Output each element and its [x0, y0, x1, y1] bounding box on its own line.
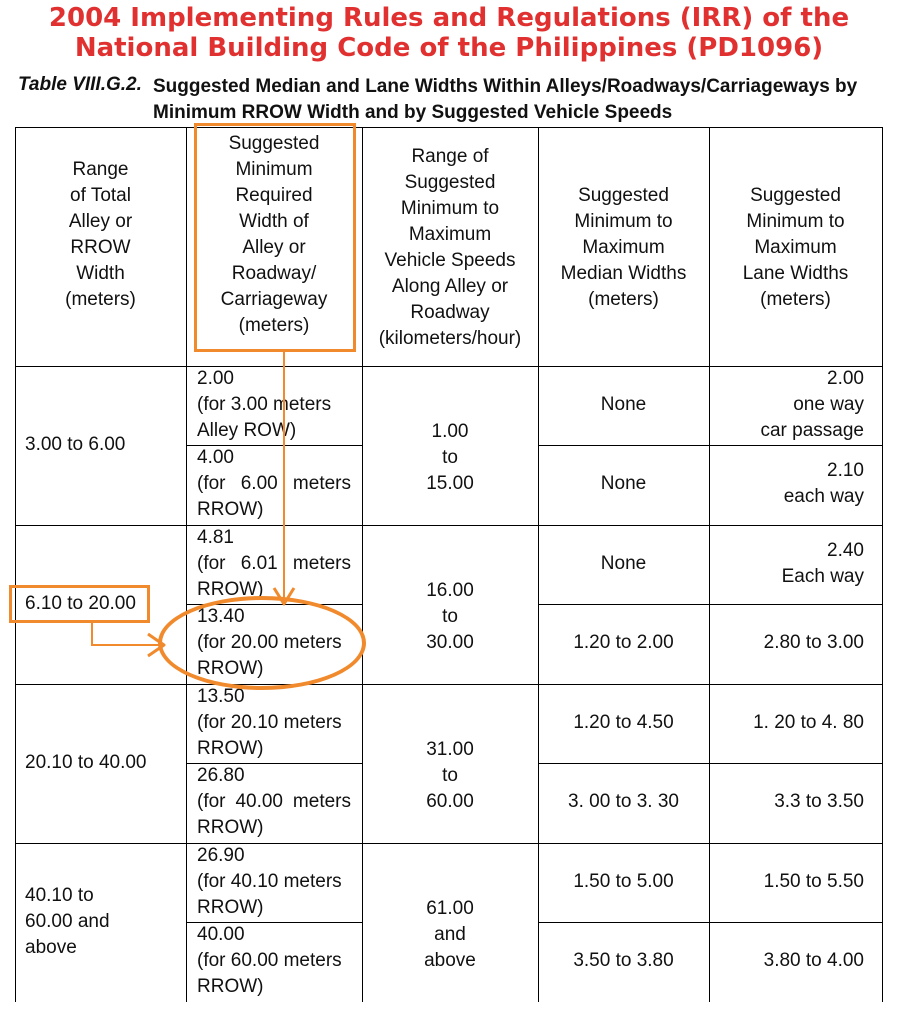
cell-line: (meters) — [65, 289, 136, 310]
cell-line: 1.20 to 4.50 — [573, 712, 674, 733]
cell-line: RROW) — [197, 658, 264, 679]
cell-line: 1.20 to 2.00 — [573, 632, 674, 653]
cell-line: Minimum to — [574, 211, 673, 232]
cell-line: (for 3.00 meters — [197, 394, 332, 415]
cell-line: 1.50 to 5.00 — [573, 871, 674, 892]
cell-line: Minimum to — [746, 211, 845, 232]
title-line-2: National Building Code of the Philippines (PD1096) — [74, 33, 824, 63]
cell-line: Width of — [239, 211, 309, 232]
table-id: Table VIII.G.2. — [18, 74, 142, 95]
table-caption: Suggested Median and Lane Widths Within Alleys/Roadways/Carriageways by Minimum RROW Width and by Suggested Vehicle Speeds — [153, 76, 858, 123]
cell-line: 2.10 — [827, 460, 864, 481]
cell-line: and — [434, 924, 466, 945]
cell-line: 3.3 to 3.50 — [774, 791, 864, 812]
cell-line: Roadway — [410, 302, 490, 323]
cell-line: Maximum — [582, 237, 665, 258]
cell-line: Suggested — [228, 133, 320, 154]
cell-line: 4.00 — [197, 447, 234, 468]
cell-line: (for 6.00 meters — [197, 473, 351, 494]
cell-line: RROW) — [197, 817, 264, 838]
cell-line: 1. 20 to 4. 80 — [753, 712, 864, 733]
cell-line: one way — [793, 394, 864, 415]
cell-line: (meters) — [588, 289, 659, 310]
cell-line: 2.00 — [827, 368, 864, 389]
cell-line: RROW) — [197, 976, 264, 997]
cell-line: of Total — [70, 185, 131, 206]
cell-line: above — [25, 937, 77, 958]
cell-line: 3.80 to 4.00 — [763, 950, 864, 971]
cell-line: to — [442, 765, 458, 786]
cell-line: 4.81 — [197, 527, 234, 548]
cell-line: Suggested — [404, 172, 496, 193]
cell-line: RROW) — [197, 499, 264, 520]
cell-line: (meters) — [760, 289, 831, 310]
cell-line: 3. 00 to 3. 30 — [568, 791, 679, 812]
cell-line: 3.50 to 3.80 — [573, 950, 674, 971]
cell-line: RROW) — [197, 738, 264, 759]
cell-line: 30.00 — [426, 632, 474, 653]
cell-line: 3.00 to 6.00 — [25, 434, 126, 455]
cell-line: above — [424, 950, 476, 971]
cell-line: Roadway/ — [231, 263, 317, 284]
cell-line: car passage — [760, 420, 864, 441]
cell-line: Minimum — [235, 159, 313, 180]
cell-line: 13.40 — [197, 606, 245, 627]
cell-line: Vehicle Speeds — [384, 250, 516, 271]
cell-line: Width — [76, 263, 125, 284]
cell-line: (meters) — [238, 315, 310, 336]
cell-line: 60.00 and — [25, 911, 110, 932]
cell-line: 20.10 to 40.00 — [25, 752, 147, 773]
cell-line: Minimum to — [400, 198, 500, 219]
cell-line: RROW) — [197, 579, 264, 600]
cell-line: (for 60.00 meters — [197, 950, 342, 971]
cell-line: Carriageway — [220, 289, 328, 310]
cell-line: to — [442, 447, 458, 468]
cell-line: 40.10 to — [25, 885, 94, 906]
cell-line: Lane Widths — [742, 263, 849, 284]
cell-line: 40.00 — [197, 924, 245, 945]
cell-line: each way — [783, 486, 864, 507]
cell-line: 2.80 to 3.00 — [763, 632, 864, 653]
cell-line: 1.00 — [431, 421, 469, 442]
cell-line: Alley or — [242, 237, 306, 258]
cell-line: Median Widths — [560, 263, 687, 284]
cell-line: (for 40.00 meters — [197, 791, 351, 812]
cell-line: (kilometers/hour) — [378, 328, 522, 349]
cell-line: 13.50 — [197, 686, 245, 707]
cell-line: (for 6.01 meters — [197, 553, 351, 574]
cell-line: Suggested — [750, 185, 841, 206]
cell-line: 1.50 to 5.50 — [763, 871, 864, 892]
cell-line: 15.00 — [426, 473, 474, 494]
cell-line: 16.00 — [426, 580, 474, 601]
cell-line: 60.00 — [426, 791, 474, 812]
cell-line: RROW — [70, 237, 131, 258]
cell-line: 6.10 to 20.00 — [25, 593, 136, 614]
cell-line: (for 40.10 meters — [197, 871, 342, 892]
cell-line: Maximum — [754, 237, 837, 258]
cell-line: RROW) — [197, 897, 264, 918]
cell-line: to — [442, 606, 458, 627]
cell-line: Along Alley or — [391, 276, 509, 297]
cell-line: 61.00 — [426, 898, 474, 919]
cell-line: 2.40 — [827, 540, 864, 561]
cell-line: Range of — [411, 146, 489, 167]
title-line-1: 2004 Implementing Rules and Regulations (IRR) of the — [48, 3, 850, 33]
cell-line: (for 20.00 meters — [197, 632, 342, 653]
cell-line: Range — [72, 159, 129, 180]
cell-line: 31.00 — [426, 739, 474, 760]
cell-line: Required — [235, 185, 313, 206]
cell-line: Maximum — [408, 224, 492, 245]
cell-line: Alley ROW) — [197, 420, 297, 441]
cell-line: None — [600, 553, 647, 574]
cell-line: Suggested — [578, 185, 669, 206]
cell-line: (for 20.10 meters — [197, 712, 342, 733]
cell-line: None — [600, 473, 647, 494]
cell-line: 26.90 — [197, 845, 245, 866]
cell-line: 2.00 — [197, 368, 234, 389]
cell-line: Each way — [781, 566, 864, 587]
cell-line: Alley or — [68, 211, 133, 232]
cell-line: 26.80 — [197, 765, 245, 786]
cell-line: None — [600, 394, 647, 415]
